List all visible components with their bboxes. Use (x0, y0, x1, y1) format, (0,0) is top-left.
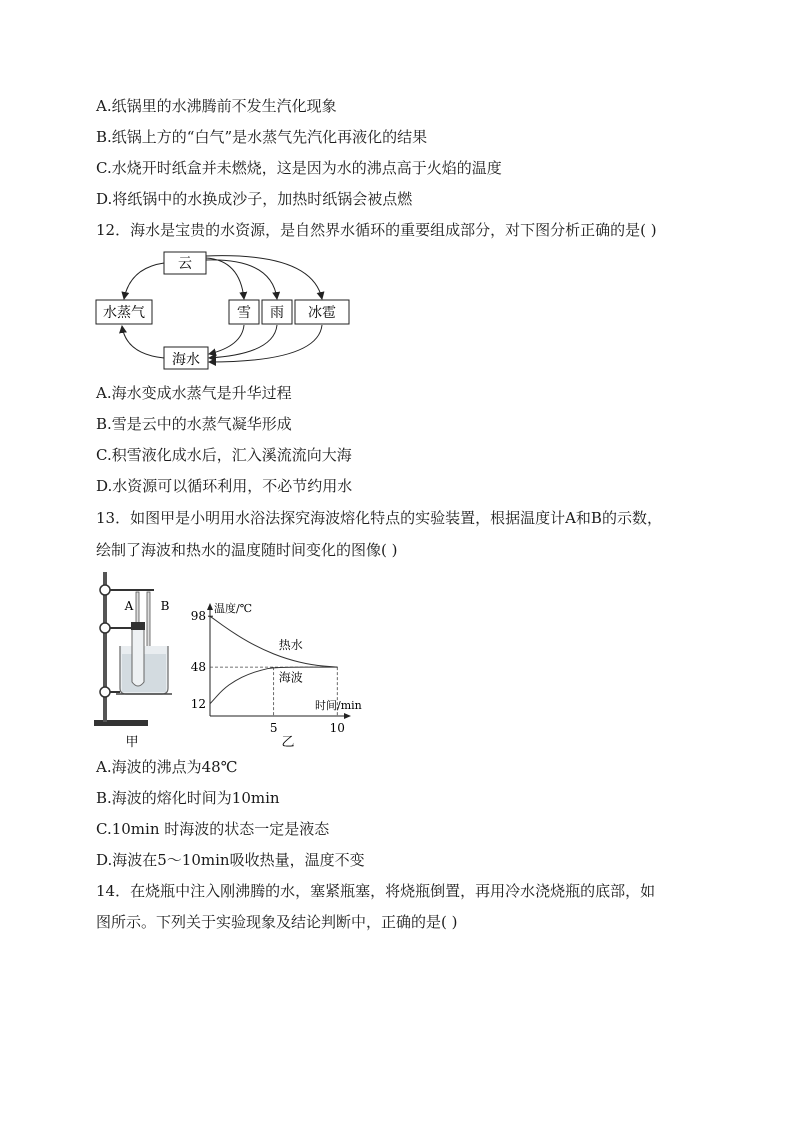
y-tick-label: 98 (190, 609, 206, 624)
arrow-cloud-to-snow (206, 258, 244, 299)
stand-base (94, 720, 148, 726)
y-tick-label: 48 (190, 660, 206, 675)
x-tick-label: 10 (329, 721, 345, 735)
test-tube-stopper (131, 622, 145, 630)
snow-label: 雪 (237, 305, 251, 321)
chart-caption: 乙 (281, 735, 295, 750)
q13-stem-line2: 绘制了海波和热水的温度随时间变化的图像( ) (96, 541, 398, 559)
temperature-chart (180, 592, 380, 752)
series-line-0 (210, 616, 337, 667)
vapor-label: 水蒸气 (103, 305, 145, 321)
q11-option-b: B.纸锅上方的“白气”是水蒸气先汽化再液化的结果 (96, 128, 428, 146)
arrow-vapor-to-cloud (124, 263, 164, 299)
q13-stem-line1: 13．如图甲是小明用水浴法探究海波熔化特点的实验装置，根据温度计A和B的示数， (96, 509, 662, 527)
clamp-bottom (100, 687, 110, 697)
rain-label: 雨 (270, 305, 284, 321)
q13-option-c: C.10min 时海波的状态一定是液态 (96, 820, 330, 838)
y-axis-label: 温度/℃ (214, 602, 253, 615)
apparatus-figure (92, 570, 192, 752)
y-tick-label: 12 (190, 696, 206, 711)
q12-stem: 12．海水是宝贵的水资源，是自然界水循环的重要组成部分，对下图分析正确的是( ) (96, 221, 657, 239)
series-label-hot-water: 热水 (278, 637, 303, 652)
q13-option-b: B.海波的熔化时间为10min (96, 789, 280, 807)
figure-a-caption: 甲 (125, 735, 139, 750)
q12-option-c: C.积雪液化成水后，汇入溪流流向大海 (96, 446, 352, 464)
q14-stem-line2: 图所示。下列关于实验现象及结论判断中，正确的是( ) (96, 913, 458, 931)
x-axis-label: 时间/min (315, 699, 362, 712)
q12-option-d: D.水资源可以循环利用，不必节约用水 (96, 477, 353, 495)
thermometer-a-label: A (124, 599, 134, 613)
x-tick-label: 5 (269, 721, 278, 735)
clamp-middle (100, 623, 110, 633)
water-cycle-diagram (90, 246, 360, 376)
cloud-label: 云 (178, 256, 192, 272)
series-label-hypo: 海波 (278, 670, 303, 685)
test-tube (132, 630, 144, 686)
clamp-top (100, 585, 110, 595)
arrow-cloud-to-rain (206, 260, 277, 299)
sea-label: 海水 (172, 352, 200, 368)
q12-option-a: A.海水变成水蒸气是升华过程 (96, 384, 292, 402)
q11-option-c: C.水烧开时纸盒并未燃烧，这是因为水的沸点高于火焰的温度 (96, 159, 502, 177)
q12-option-b: B.雪是云中的水蒸气凝华形成 (96, 415, 292, 433)
q13-option-a: A.海波的沸点为48℃ (96, 758, 238, 776)
q13-option-d: D.海波在5～10min吸收热量，温度不变 (96, 851, 365, 869)
thermometer-b-label: B (160, 599, 170, 613)
q14-stem-line1: 14．在烧瓶中注入刚沸腾的水，塞紧瓶塞，将烧瓶倒置，再用冷水浇烧瓶的底部，如 (96, 882, 656, 900)
hail-label: 冰雹 (308, 305, 336, 321)
arrow-snow-to-sea (209, 325, 244, 354)
arrow-sea-to-vapor (122, 326, 164, 358)
q11-option-a: A.纸锅里的水沸腾前不发生汽化现象 (96, 97, 337, 115)
q11-option-d: D.将纸锅中的水换成沙子，加热时纸锅会被点燃 (96, 190, 413, 208)
